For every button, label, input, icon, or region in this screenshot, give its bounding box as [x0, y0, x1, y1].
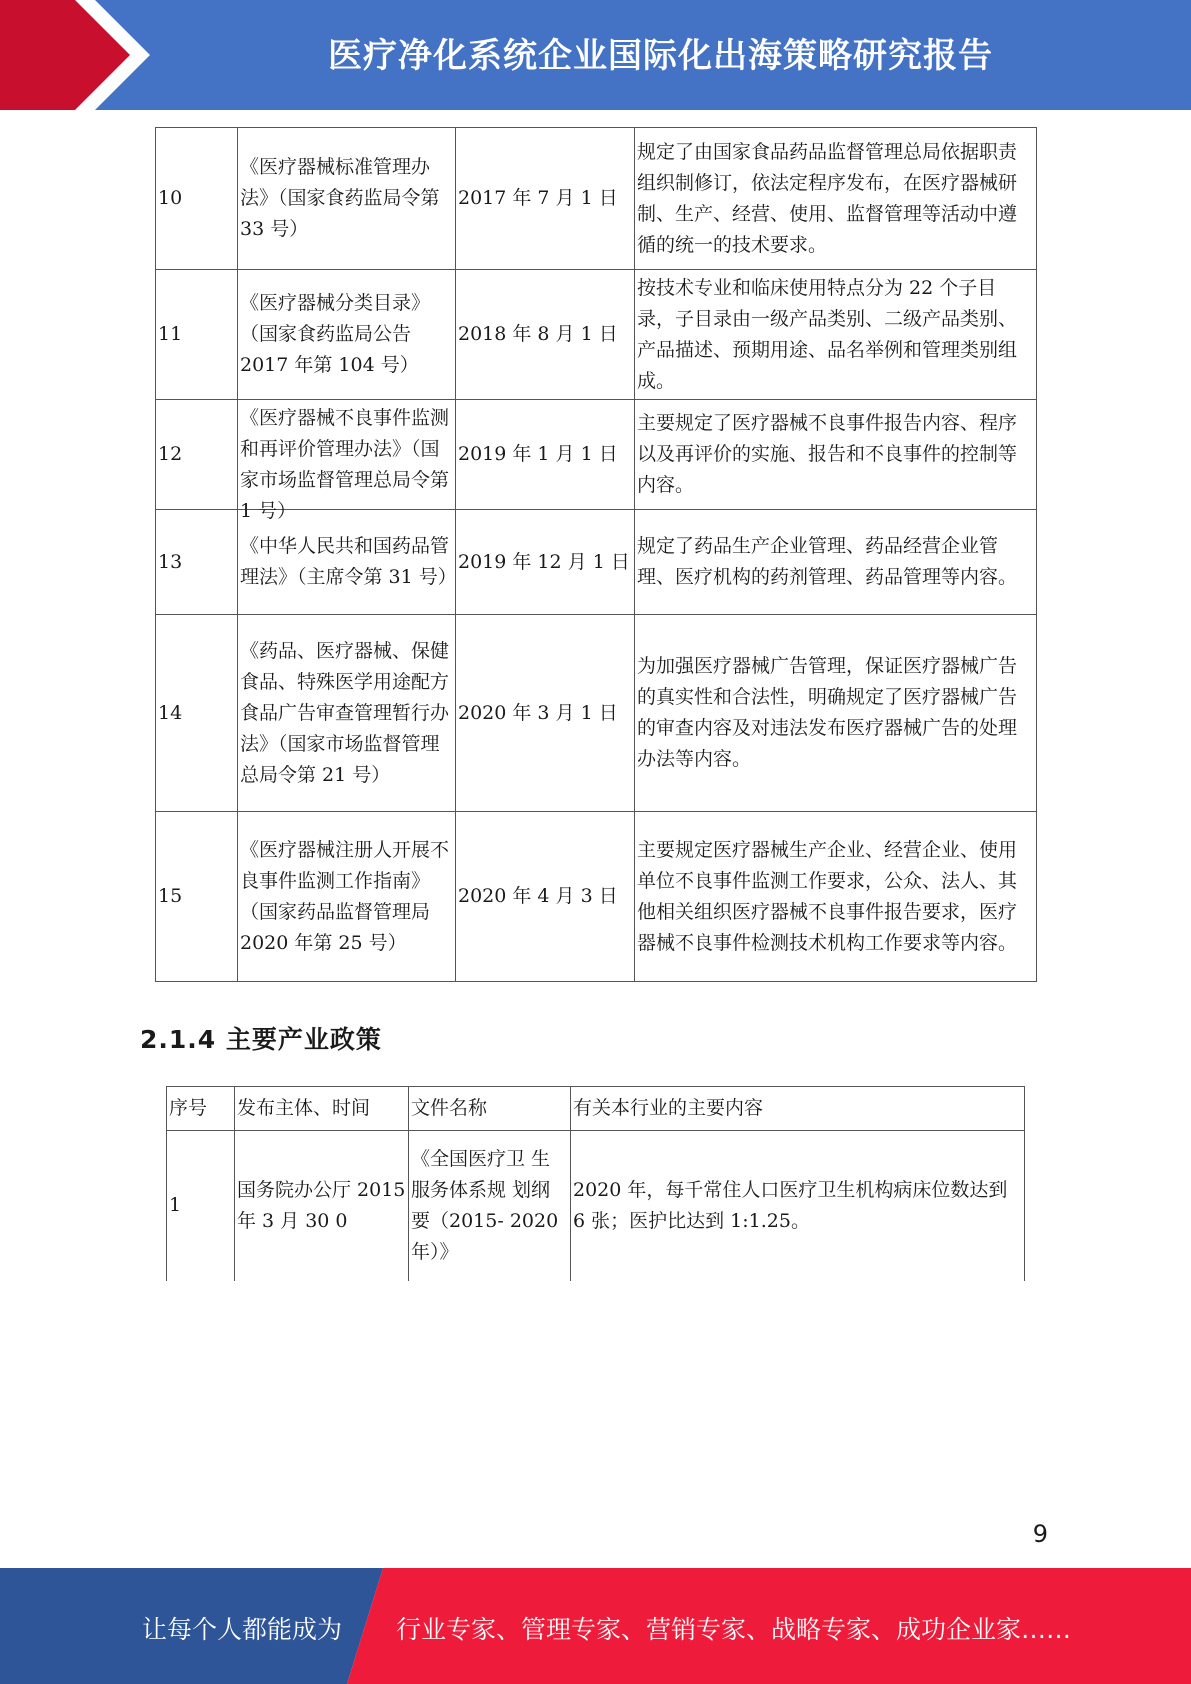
table-row — [156, 270, 1037, 400]
regulation-name-text: 《医疗器械不良事件监测和再评价管理办法》（国家市场监督管理总局令第 1 号） — [240, 406, 450, 522]
effective-date: 2018 年 8 月 1 日 — [456, 270, 635, 400]
column-header: 序号 — [167, 1087, 235, 1131]
column-header: 文件名称 — [409, 1087, 571, 1131]
regulation-name: 《药品、医疗器械、保健食品、特殊医学用途配方食品广告审查管理暂行办法》（国家市场监督管理总局令第 21 号） — [238, 615, 456, 812]
regulation-name: 《医疗器械分类目录》（国家食药监局公告 2017 年第 104 号） — [238, 270, 456, 400]
table-row — [167, 1131, 1025, 1281]
table-row — [156, 128, 1037, 270]
regulation-content: 规定了由国家食品药品监督管理总局依据职责组织制修订，依法定程序发布，在医疗器械研制、生产、经营、使用、监督管理等活动中遵循的统一的技术要求。 — [635, 128, 1037, 270]
row-number: 13 — [156, 510, 238, 615]
table-row — [156, 400, 1037, 510]
column-header: 发布主体、时间 — [235, 1087, 409, 1131]
header-arrow-decoration — [0, 0, 160, 110]
table-row — [156, 615, 1037, 812]
regulation-content: 主要规定医疗器械生产企业、经营企业、使用单位不良事件监测工作要求，公众、法人、其他相关组织医疗器械不良事件报告要求，医疗器械不良事件检测技术机构工作要求等内容。 — [635, 812, 1037, 982]
table-header-row — [167, 1087, 1025, 1131]
regulation-content: 主要规定了医疗器械不良事件报告内容、程序以及再评价的实施、报告和不良事件的控制等内容。 — [635, 400, 1037, 510]
footer-slogan-left: 让每个人都能成为 — [142, 1615, 343, 1644]
row-number: 1 — [167, 1131, 235, 1281]
row-number: 14 — [156, 615, 238, 812]
table-row — [156, 812, 1037, 982]
policy-table — [166, 1086, 1025, 1281]
page-footer — [0, 1568, 1191, 1684]
issuer-and-date: 国务院办公厅 2015 年 3 月 30 0 — [235, 1131, 409, 1281]
effective-date: 2017 年 7 月 1 日 — [456, 128, 635, 270]
effective-date: 2019 年 12 月 1 日 — [456, 510, 635, 615]
effective-date: 2020 年 3 月 1 日 — [456, 615, 635, 812]
regulation-content: 按技术专业和临床使用特点分为 22 个子目录，子目录由一级产品类别、二级产品类别、产品描述、预期用途、品名举例和管理类别组成。 — [635, 270, 1037, 400]
regulation-name: 《医疗器械标准管理办法》（国家食药监局令第 33 号） — [238, 128, 456, 270]
row-number: 12 — [156, 400, 238, 510]
section-heading: 2.1.4 主要产业政策 — [140, 1025, 382, 1054]
policy-content: 2020 年，每千常住人口医疗卫生机构病床位数达到 6 张；医护比达到 1:1.25。 — [571, 1131, 1025, 1281]
effective-date: 2020 年 4 月 3 日 — [456, 812, 635, 982]
regulation-name — [238, 400, 456, 522]
regulation-content: 规定了药品生产企业管理、药品经营企业管理、医疗机构的药剂管理、药品管理等内容。 — [635, 510, 1037, 615]
document-title: 《全国医疗卫 生服务体系规 划纲要（2015- 2020 年）》 — [409, 1131, 571, 1281]
column-header: 有关本行业的主要内容 — [571, 1087, 1025, 1131]
row-number: 10 — [156, 128, 238, 270]
row-number: 11 — [156, 270, 238, 400]
regulation-name: 《医疗器械注册人开展不良事件监测工作指南》（国家药品监督管理局 2020 年第 25 号） — [238, 812, 456, 982]
regulations-table — [155, 127, 1037, 982]
page-number: 9 — [1032, 1520, 1048, 1548]
footer-slogan-right: 行业专家、管理专家、营销专家、战略专家、成功企业家…… — [396, 1615, 1072, 1644]
regulation-name: 《中华人民共和国药品管理法》（主席令第 31 号） — [238, 510, 456, 615]
row-number: 15 — [156, 812, 238, 982]
effective-date: 2019 年 1 月 1 日 — [456, 400, 635, 510]
report-title: 医疗净化系统企业国际化出海策略研究报告 — [328, 36, 993, 76]
regulation-content: 为加强医疗器械广告管理，保证医疗器械广告的真实性和合法性，明确规定了医疗器械广告的审查内容及对违法发布医疗器械广告的处理办法等内容。 — [635, 615, 1037, 812]
page-header — [0, 0, 1191, 110]
